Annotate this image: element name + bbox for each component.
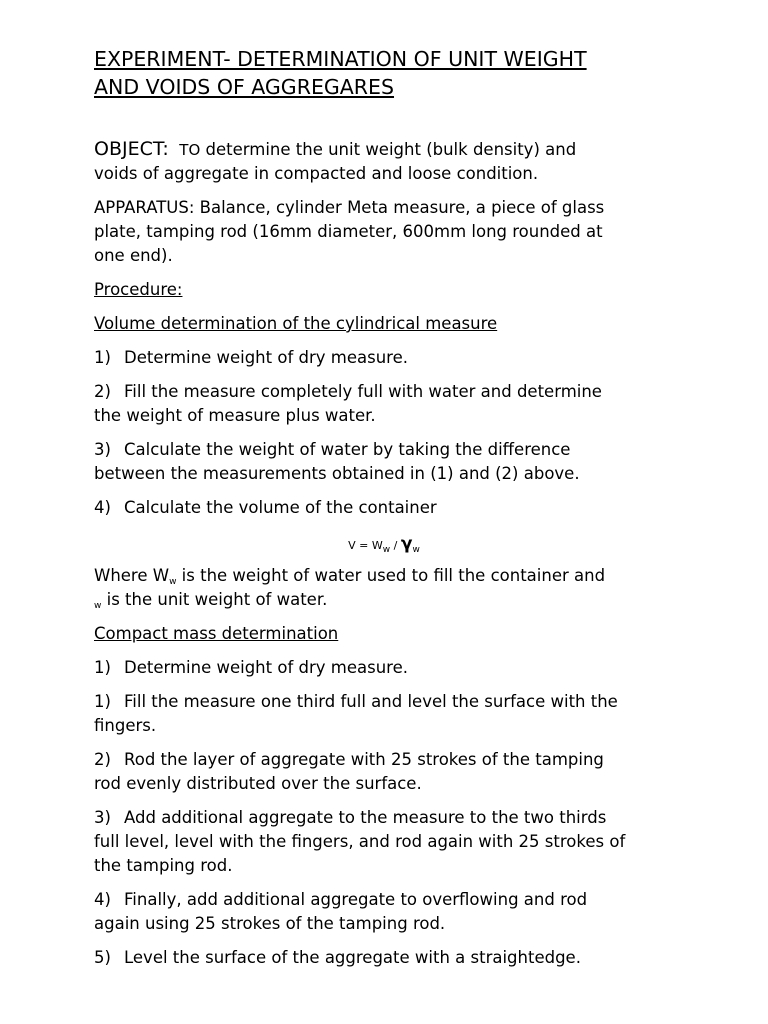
- where-pre: Where W: [94, 566, 170, 585]
- title-line-1: EXPERIMENT- DETERMINATION OF UNIT WEIGHT: [94, 47, 587, 71]
- formula-left: V = W: [348, 539, 383, 552]
- step-text: Fill the measure one third full and level the surface with the: [124, 692, 618, 711]
- object-line-1: [94, 137, 576, 162]
- apparatus-line-1: APPARATUS: Balance, cylinder Meta measure, a piece of glass: [94, 198, 605, 217]
- step-text: Determine weight of dry measure.: [124, 348, 408, 367]
- object-line-2: voids of aggregate in compacted and loose condition.: [94, 164, 539, 183]
- where-line2-post: is the unit weight of water.: [101, 590, 328, 609]
- compact-step-4: [94, 806, 606, 830]
- step-number: 3): [94, 440, 111, 459]
- formula-gamma: γ: [400, 534, 413, 554]
- compact-step-5-cont: again using 25 strokes of the tamping rod.: [94, 914, 446, 933]
- step-number: 1): [94, 692, 111, 711]
- step-number: 4): [94, 890, 111, 909]
- volume-heading: Volume determination of the cylindrical measure: [94, 314, 498, 333]
- step-number: 1): [94, 658, 111, 677]
- step-number: 1): [94, 348, 111, 367]
- step-number: 5): [94, 948, 111, 967]
- volume-step-2-cont: the weight of measure plus water.: [94, 406, 376, 425]
- compact-step-4-cont: full level, level with the fingers, and rod again with 25 strokes of: [94, 832, 626, 851]
- object-label: OBJECT:: [94, 138, 169, 160]
- compact-step-3-cont: rod evenly distributed over the surface.: [94, 774, 422, 793]
- compact-step-1: [94, 656, 408, 680]
- step-number: 4): [94, 498, 111, 517]
- formula-slash: /: [390, 539, 401, 552]
- compact-step-3: [94, 748, 604, 772]
- volume-step-4: [94, 496, 437, 520]
- apparatus-line-2: plate, tamping rod (16mm diameter, 600mm long rounded at: [94, 222, 603, 241]
- step-text: Determine weight of dry measure.: [124, 658, 408, 677]
- step-text: Add additional aggregate to the measure to the two thirds: [124, 808, 607, 827]
- compact-step-4-cont-2: the tamping rod.: [94, 856, 233, 875]
- volume-step-3: [94, 438, 570, 462]
- volume-step-1: [94, 346, 408, 370]
- apparatus-line-3: one end).: [94, 246, 173, 265]
- object-text: determine the unit weight (bulk density) and: [200, 140, 577, 159]
- step-text: Calculate the volume of the container: [124, 498, 437, 517]
- where-line-2: [94, 588, 327, 618]
- compact-step-2: [94, 690, 618, 714]
- step-text: Fill the measure completely full with water and determine: [124, 382, 602, 401]
- compact-step-6: [94, 946, 581, 970]
- step-text: Level the surface of the aggregate with a straightedge.: [124, 948, 581, 967]
- title-line-2: AND VOIDS OF AGGREGARES: [94, 75, 395, 99]
- compact-step-5: [94, 888, 587, 912]
- object-to: TO: [179, 141, 201, 159]
- step-text: Calculate the weight of water by taking the difference: [124, 440, 571, 459]
- procedure-heading: Procedure:: [94, 280, 183, 299]
- volume-formula: [0, 534, 768, 555]
- step-text: Finally, add additional aggregate to overflowing and rod: [124, 890, 588, 909]
- step-text: Rod the layer of aggregate with 25 strokes of the tamping: [124, 750, 604, 769]
- where-post: is the weight of water used to fill the container and: [176, 566, 606, 585]
- volume-step-2: [94, 380, 602, 404]
- where-sub: w: [169, 577, 177, 587]
- volume-step-3-cont: between the measurements obtained in (1) and (2) above.: [94, 464, 580, 483]
- step-number: 2): [94, 382, 111, 401]
- step-number: 3): [94, 808, 111, 827]
- compact-heading: Compact mass determination: [94, 624, 339, 643]
- formula-sub-w: w: [382, 545, 391, 555]
- step-number: 2): [94, 750, 111, 769]
- where-line2-sub: w: [94, 601, 102, 611]
- formula-sub-w2: w: [412, 545, 420, 555]
- compact-step-2-cont: fingers.: [94, 716, 157, 735]
